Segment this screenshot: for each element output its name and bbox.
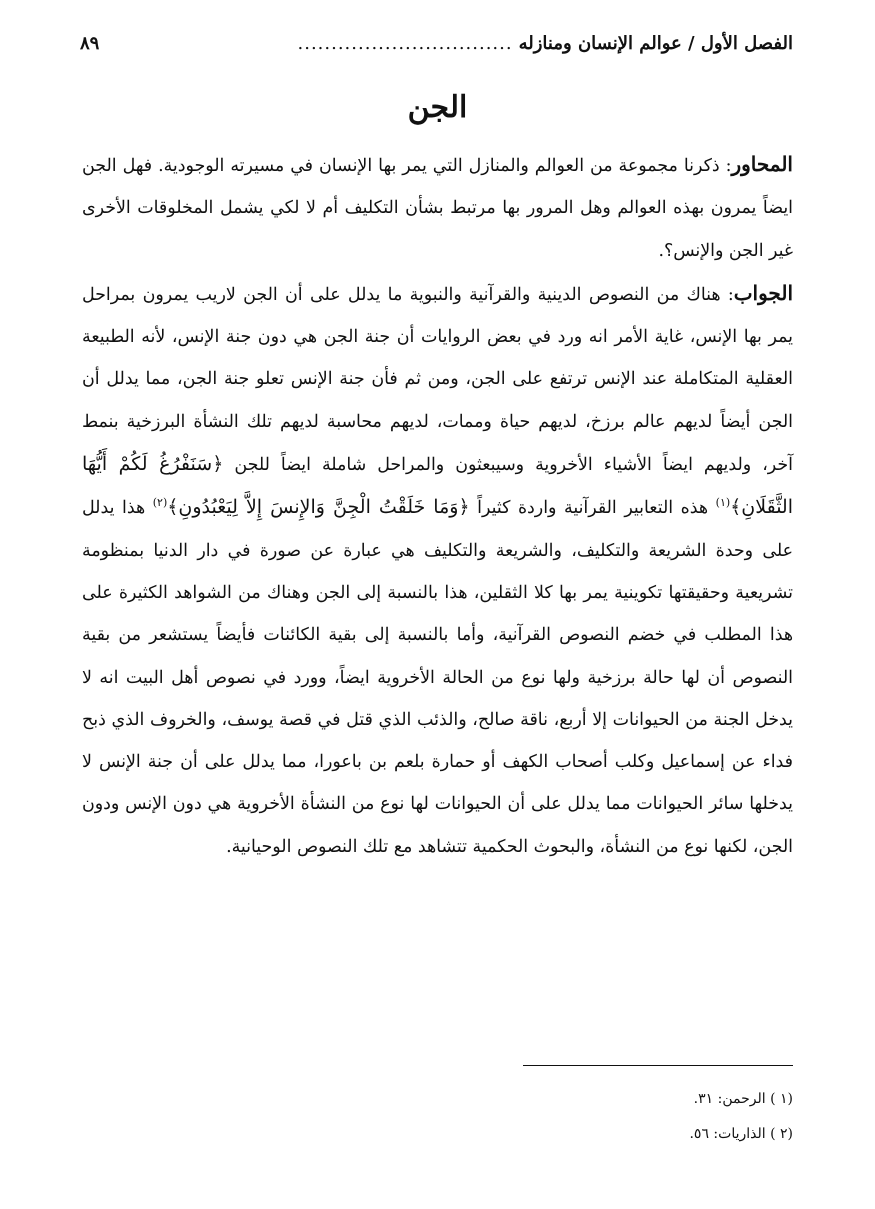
question-text: : ذكرنا مجموعة من العوالم والمنازل التي يمر بها الإنسان في مسيرته الوجودية. فهل الجن ايضاً يمرون بهذه العوالم وهل المرور بها مرتبط بشأن التكليف أم لا لكي يشمل المخلوقات الأخرى غير الجن والإنس؟.: [82, 156, 793, 261]
body-text: [82, 143, 793, 868]
footnote-ref-1[interactable]: (١): [715, 496, 731, 510]
footnote-divider: [523, 1065, 793, 1066]
answer-text-part1: : هناك من النصوص الدينية والقرآنية والنبوية ما يدلل على أن الجن لاريب يمرون بمراحل يمر بها الإنس، غاية الأمر انه ورد في بعض الروايات أن جنة الجن هي دون جنة الإنس، لأنه الطبيعة العقلية المتكاملة عند الإنس ترتفع على الجن، ومن ثم فأن جنة الإنس تعلو جنة الجن، مما يدلل أن الجن أيضاً لديهم عالم برزخ، لديهم حياة وممات، لديهم محاسبة لديهم تلك النشأة البرزخية بنمط آخر، ولديهم ايضاً الأشياء الأخروية وسيبعثون والمراحل شاملة ايضاً للجن: [82, 284, 793, 476]
quran-verse-rahman: ﴿سَنَفْرُغُ لَكُمْ أَيُّهَا الثَّقَلَانِ﴾: [82, 453, 793, 519]
footnote-2: (٢ ) الذاريات: ٥٦.: [689, 1126, 793, 1142]
answer-label: الجواب: [733, 280, 793, 305]
answer-paragraph: [82, 272, 793, 868]
answer-text-part2: هذه التعابير القرآنية واردة كثيراً: [477, 498, 709, 519]
running-header: [80, 33, 793, 63]
leader-dots: ................................: [297, 33, 513, 54]
question-paragraph: [82, 143, 793, 272]
question-label: المحاور: [731, 152, 793, 176]
running-title: الفصل الأول / عوالم الإنسان ومنازله: [518, 33, 793, 54]
footnotes: [82, 1082, 793, 1152]
footnote-1: (١ ) الرحمن: ٣١.: [693, 1091, 793, 1107]
footnote-ref-2[interactable]: (٢): [152, 496, 168, 510]
page-number: ٨٩: [80, 33, 100, 54]
quran-verse-dhariyat: ﴿وَمَا خَلَقْتُ الْجِنَّ وَالإِنسَ إِلاَّ لِيَعْبُدُونِ﴾: [167, 496, 470, 519]
chapter-title: الجن: [407, 90, 468, 125]
answer-text-part3: هذا يدلل على وحدة الشريعة والتكليف، والشريعة والتكليف هي عبارة عن صورة في دار الدنيا بمنظومة تشريعية وحقيقتها تكوينية يمر بها كلا الثقلين، هذا بالنسبة إلى الجن وهناك من الشواهد الكثيرة على هذا المطلب في خضم النصوص القرآنية، وأما بالنسبة إلى بقية الكائنات فأيضاً يستشعر من بقية النصوص أن لها حالة برزخية ولها نوع من الحالة الأخروية ايضاً، وورد في نصوص أهل البيت انه لا يدخل الجنة من الحيوانات إلا أربع، ناقة صالح، والذئب الذي قتل في قصة يوسف، والخروف الذي ذبح فداء عن إسماعيل وكلب أصحاب الكهف أو حمارة بلعم بن باعورا، مما يدلل على أن جنة الإنس لا يدخلها سائر الحيوانات مما يدلل على أن الحيوانات لها نوع من النشأة الأخروية هي دون الإنس ودون الجن، لكنها نوع من النشأة، والبحوث الحكمية تتشاهد مع تلك النصوص الوحيانية.: [82, 498, 793, 857]
